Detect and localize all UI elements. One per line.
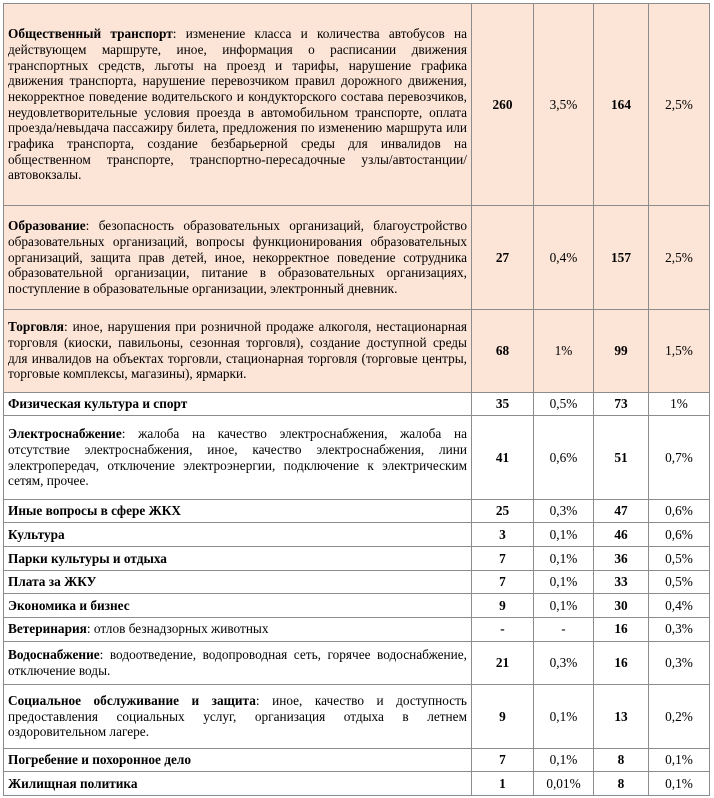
category-title: Физическая культура и спорт (8, 396, 188, 412)
category-description: отлов безнадзорных животных (93, 621, 269, 637)
count-period-2: 33 (594, 570, 649, 594)
category-title: Торговля (8, 319, 64, 335)
count-period-1: 27 (472, 206, 534, 309)
share-period-1: - (534, 618, 594, 642)
share-period-2: 0,5% (649, 570, 710, 594)
count-period-1: 35 (472, 392, 534, 416)
count-period-2: 73 (594, 392, 649, 416)
table-row (4, 594, 710, 618)
category-title: Водоснабжение (8, 647, 100, 663)
share-period-2: 0,2% (649, 685, 710, 748)
table-row (4, 416, 710, 499)
count-period-2: 99 (594, 309, 649, 392)
share-period-1: 0,4% (534, 206, 594, 309)
share-period-2: 0,1% (649, 772, 710, 796)
category-cell (4, 309, 472, 392)
category-title: Жилищная политика (8, 775, 138, 791)
table-row (4, 685, 710, 748)
category-separator: : (121, 426, 139, 442)
table-row (4, 309, 710, 392)
category-separator: : (85, 218, 99, 234)
share-period-2: 1% (649, 392, 710, 416)
share-period-1: 0,1% (534, 748, 594, 772)
count-period-1: 260 (472, 4, 534, 206)
category-description: жалоба на качество электроснабжения, жалоба на отсутствие электроснабжения, иное, качество электроснабжения, лини электропередач, отключение электроэнергии, подключение к электрическим сетям, прочее. (8, 426, 467, 489)
count-period-1: 41 (472, 416, 534, 499)
table-row (4, 748, 710, 772)
category-description: иное, нарушения при розничной продаже алкоголя, нестационарная торговля (киоски, павильоны, сезонная торговля), создание доступной среды для инвалидов на объектах торговли, стационарная торговля (торговые центры, торговые комплексы, магазины), ярмарки. (8, 319, 467, 382)
category-cell (4, 392, 472, 416)
count-period-2: 46 (594, 523, 649, 547)
appeals-table (3, 3, 710, 796)
category-cell (4, 748, 472, 772)
share-period-2: 0,6% (649, 499, 710, 523)
count-period-2: 16 (594, 618, 649, 642)
category-cell (4, 641, 472, 685)
category-cell (4, 499, 472, 523)
share-period-1: 0,1% (534, 594, 594, 618)
category-title: Социальное обслуживание и защита (8, 692, 256, 708)
share-period-1: 0,3% (534, 641, 594, 685)
share-period-1: 0,1% (534, 547, 594, 571)
category-title: Плата за ЖКУ (8, 574, 97, 590)
table-row (4, 4, 710, 206)
share-period-2: 0,1% (649, 748, 710, 772)
share-period-2: 0,5% (649, 547, 710, 571)
share-period-1: 3,5% (534, 4, 594, 206)
category-cell (4, 206, 472, 309)
share-period-1: 0,6% (534, 416, 594, 499)
count-period-2: 157 (594, 206, 649, 309)
category-separator: : (99, 647, 110, 663)
category-separator: : (86, 621, 94, 637)
share-period-2: 0,6% (649, 523, 710, 547)
category-title: Образование (8, 218, 86, 234)
category-cell (4, 570, 472, 594)
count-period-2: 8 (594, 772, 649, 796)
count-period-1: 9 (472, 594, 534, 618)
share-period-1: 0,1% (534, 570, 594, 594)
count-period-1: 7 (472, 748, 534, 772)
count-period-1: 7 (472, 547, 534, 571)
share-period-2: 0,3% (649, 618, 710, 642)
table-row (4, 641, 710, 685)
category-cell (4, 416, 472, 499)
count-period-2: 8 (594, 748, 649, 772)
table-row (4, 570, 710, 594)
category-title: Иные вопросы в сфере ЖКХ (8, 503, 182, 519)
category-title: Экономика и бизнес (8, 597, 130, 613)
category-title: Парки культуры и отдыха (8, 550, 167, 566)
count-period-1: - (472, 618, 534, 642)
count-period-2: 47 (594, 499, 649, 523)
share-period-2: 2,5% (649, 4, 710, 206)
category-cell (4, 772, 472, 796)
category-title: Общественный транспорт (8, 26, 173, 42)
category-cell (4, 547, 472, 571)
count-period-2: 36 (594, 547, 649, 571)
count-period-2: 30 (594, 594, 649, 618)
table-row (4, 618, 710, 642)
table-row (4, 499, 710, 523)
category-separator: : (172, 26, 186, 42)
share-period-1: 1% (534, 309, 594, 392)
share-period-2: 2,5% (649, 206, 710, 309)
category-description: иное, качество и доступность предоставления социальных услуг, организация отдыха в летнем оздоровительном лагере. (8, 692, 467, 740)
count-period-2: 51 (594, 416, 649, 499)
share-period-1: 0,1% (534, 523, 594, 547)
table-row (4, 523, 710, 547)
appeals-table-body (4, 4, 710, 796)
category-description: изменение класса и количества автобусов на действующем маршруте, иное, информация о расписании движения транспортных средств, льготы на проезд и тарифы, нарушение графика движения транспорта, нарушение перевозчиком правил дорожного движения, некорректное поведение водительского и кондукторского состава перевозчиков, неудовлетворительные условия проезда в автомобильном транспорте, оплата проезда/невыдача пассажиру билета, предложения по изменению маршрута или графика транспорта, создание безбарьерной среды для инвалидов на общественном транспорте, транспортно-пересадочные узлы/автостанции/автовокзалы. (8, 26, 467, 183)
count-period-1: 68 (472, 309, 534, 392)
count-period-1: 21 (472, 641, 534, 685)
share-period-2: 0,7% (649, 416, 710, 499)
share-period-1: 0,1% (534, 685, 594, 748)
category-description: водоотведение, водопроводная сеть, горячее водоснабжение, отключение воды. (8, 647, 467, 678)
category-title: Электроснабжение (8, 426, 122, 442)
table-row (4, 392, 710, 416)
category-cell (4, 523, 472, 547)
count-period-2: 164 (594, 4, 649, 206)
category-cell (4, 685, 472, 748)
share-period-2: 1,5% (649, 309, 710, 392)
category-cell (4, 594, 472, 618)
share-period-1: 0,3% (534, 499, 594, 523)
count-period-2: 13 (594, 685, 649, 748)
category-title: Культура (8, 526, 65, 542)
share-period-2: 0,4% (649, 594, 710, 618)
count-period-1: 7 (472, 570, 534, 594)
category-separator: : (255, 692, 273, 708)
count-period-1: 1 (472, 772, 534, 796)
category-title: Погребение и похоронное дело (8, 752, 191, 768)
count-period-1: 3 (472, 523, 534, 547)
category-separator: : (64, 319, 73, 335)
count-period-2: 16 (594, 641, 649, 685)
count-period-1: 9 (472, 685, 534, 748)
share-period-2: 0,3% (649, 641, 710, 685)
category-description: безопасность образовательных организаций, благоустройство образовательных организаций, вопросы функционирования образовательных организаций, защита прав детей, иное, некорректное поведение сотрудника образовательной организации, питание в образовательных организациях, поступление в образовательные организации, электронный дневник. (8, 218, 467, 297)
count-period-1: 25 (472, 499, 534, 523)
table-row (4, 206, 710, 309)
share-period-1: 0,01% (534, 772, 594, 796)
table-row (4, 772, 710, 796)
table-row (4, 547, 710, 571)
document-page (3, 3, 709, 796)
share-period-1: 0,5% (534, 392, 594, 416)
category-cell (4, 618, 472, 642)
category-cell (4, 4, 472, 206)
category-title: Ветеринария (8, 621, 87, 637)
